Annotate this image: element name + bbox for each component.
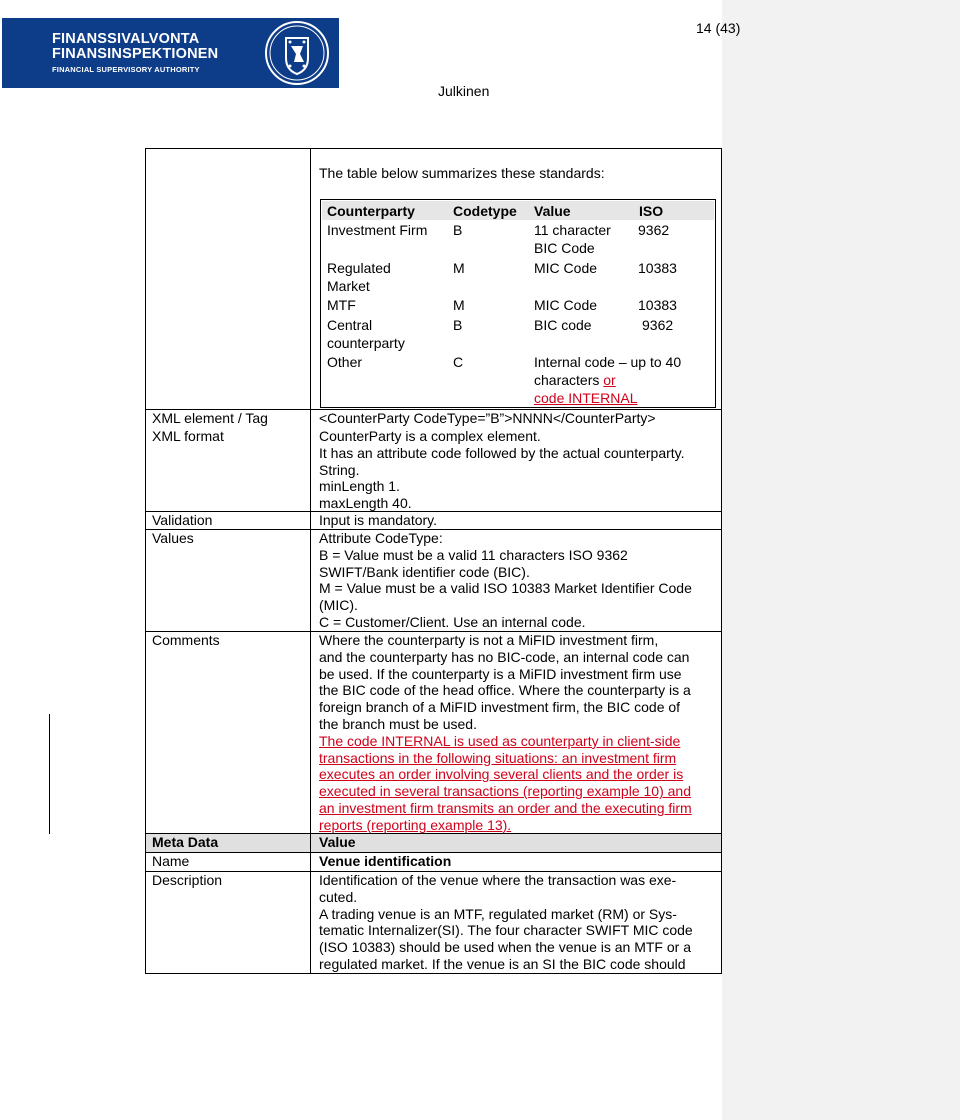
value-name: Venue identification <box>319 853 452 869</box>
page-number: 14 (43) <box>696 20 741 36</box>
inserted-text-line: executes an order involving several clients and the order is <box>319 766 684 783</box>
logo-line-1: FINANSSIVALVONTA <box>52 31 200 47</box>
cell-counterparty: counterparty <box>327 335 405 351</box>
text-line: be used. If the counterparty is a MiFID investment firm use <box>319 665 682 682</box>
logo-line-2: FINANSINSPEKTIONEN <box>52 46 219 62</box>
text-line: String. <box>319 461 360 478</box>
cell-value: MIC Code <box>534 260 598 276</box>
label-comments: Comments <box>152 632 220 648</box>
cell-codetype: C <box>453 354 464 370</box>
logo-line-3: FINANCIAL SUPERVISORY AUTHORITY <box>52 65 200 74</box>
inserted-text-line: executed in several transactions (reporting example 10) and <box>319 783 691 800</box>
label-xml-tag: XML element / Tag <box>152 410 268 426</box>
text-line: and the counterparty has no BIC-code, an internal code can <box>319 648 690 665</box>
cell-codetype: B <box>453 317 463 333</box>
cell-iso: 10383 <box>638 297 677 313</box>
label-validation: Validation <box>152 512 213 528</box>
cell-iso: 9362 <box>642 317 674 333</box>
label-meta-data: Meta Data <box>152 834 219 850</box>
value-validation: Input is mandatory. <box>319 512 438 528</box>
text-line: SWIFT/Bank identifier code (BIC). <box>319 563 530 580</box>
cell-counterparty: MTF <box>327 297 356 313</box>
cell-value <box>534 371 616 389</box>
text-span: tematic Internalizer(SI). <box>319 922 464 939</box>
header-codetype: Codetype <box>453 203 517 219</box>
text-line: A trading venue is an MTF, regulated market (RM) or Sys- <box>319 905 677 922</box>
text-line: Attribute CodeType: <box>319 530 443 546</box>
label-name: Name <box>152 853 190 869</box>
cell-codetype: M <box>453 260 465 276</box>
column-divider <box>310 148 311 974</box>
cell-value: Internal code – up to 40 <box>534 354 682 370</box>
inserted-text-line: an investment firm transmits an order and the executing firm <box>319 799 692 816</box>
text-line: regulated market. If the venue is an SI the BIC code should <box>319 955 686 972</box>
text-line: B = Value must be a valid 11 characters ISO 9362 <box>319 546 628 563</box>
cell-codetype: B <box>453 222 463 238</box>
cell-value: BIC Code <box>534 240 595 256</box>
cell-codetype: M <box>453 297 465 313</box>
inserted-text-line: The code INTERNAL is used as counterparty in client-side <box>319 732 681 749</box>
text-line <box>319 922 693 939</box>
value-comments <box>319 632 692 834</box>
change-bar <box>49 714 50 834</box>
text-line: (ISO 10383) should be used when the venue is an MTF or a <box>319 939 691 956</box>
value-values <box>319 530 692 631</box>
text-line: the branch must be used. <box>319 715 477 732</box>
header-value: Value <box>534 203 571 219</box>
label-description: Description <box>152 872 223 888</box>
cell-value-text: characters <box>534 372 600 388</box>
text-line: Identification of the venue where the transaction was exe- <box>319 872 677 888</box>
text-line: maxLength 40. <box>319 495 412 512</box>
text-line: CounterParty is a complex element. <box>319 428 541 444</box>
cell-counterparty: Other <box>327 354 363 370</box>
cell-value-inserted: code INTERNAL <box>534 390 638 406</box>
label-values: Values <box>152 530 194 546</box>
inserted-text-line: reports (reporting example 13). <box>319 816 512 833</box>
text-line: M = Value must be a valid ISO 10383 Market Identifier Code <box>319 580 692 597</box>
meta-data-row-shade <box>146 833 721 852</box>
value-xml-format <box>319 428 685 512</box>
text-line: cuted. <box>319 888 358 905</box>
cell-iso: 10383 <box>638 260 677 276</box>
text-line: minLength 1. <box>319 478 400 495</box>
header-iso: ISO <box>639 203 664 219</box>
header-counterparty: Counterparty <box>327 203 415 219</box>
cell-value: 11 character <box>534 222 611 238</box>
text-line: C = Customer/Client. Use an internal code. <box>319 613 586 630</box>
text-line: It has an attribute code followed by the actual counterparty. <box>319 444 685 461</box>
text-span: The four character SWIFT MIC code <box>463 922 693 939</box>
text-line: the BIC code of the head office. Where the counterparty is a <box>319 682 691 699</box>
cell-counterparty: Market <box>327 278 370 294</box>
inserted-text-line: transactions in the following situations: an investment firm <box>319 749 677 766</box>
value-meta-data: Value <box>319 834 356 850</box>
logo-text <box>52 32 218 77</box>
cell-counterparty: Investment Firm <box>327 222 428 238</box>
value-xml-tag: <CounterParty CodeType=”B”>NNNN</CounterParty> <box>319 410 656 426</box>
cell-value: MIC Code <box>534 297 598 313</box>
comment-margin-panel <box>722 0 960 1120</box>
cell-iso: 9362 <box>638 222 670 238</box>
counterparty-code-table <box>320 199 716 408</box>
cell-counterparty: Central <box>327 317 373 333</box>
label-xml-format: XML format <box>152 428 224 444</box>
classification-label: Julkinen <box>438 83 490 99</box>
text-line: foreign branch of a MiFID investment firm, the BIC code of <box>319 699 681 716</box>
text-line: (MIC). <box>319 597 358 614</box>
value-description <box>319 872 693 973</box>
crest-icon <box>264 20 330 86</box>
text-line: Where the counterparty is not a MiFID investment firm, <box>319 632 659 648</box>
cell-counterparty: Regulated <box>327 260 391 276</box>
cell-value-inserted: or <box>603 372 616 388</box>
cell-value: BIC code <box>534 317 592 333</box>
fiva-logo <box>2 18 339 88</box>
summary-text: The table below summarizes these standards: <box>319 165 605 181</box>
